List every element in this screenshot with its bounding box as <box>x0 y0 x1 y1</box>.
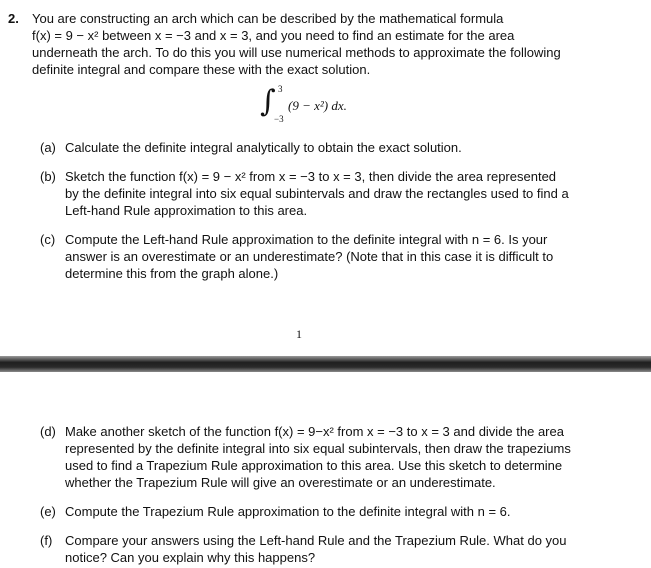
part-d-label: (d) <box>40 424 56 439</box>
intro-line-3: underneath the arch. To do this you will use numerical methods to approximate the following <box>32 45 561 60</box>
part-d-line-1: Make another sketch of the function f(x) = 9−x² from x = −3 to x = 3 and divide the area <box>65 424 564 439</box>
part-c-line-3: determine this from the graph alone.) <box>65 266 279 281</box>
integral-lower-limit: −3 <box>274 114 284 124</box>
page-number: 1 <box>296 327 302 341</box>
part-c-line-2: answer is an overestimate or an underestimate? (Note that in this case it is difficult to <box>65 249 554 264</box>
question-number: 2. <box>8 11 19 26</box>
part-a-label: (a) <box>40 140 56 155</box>
part-c-line-1: Compute the Left-hand Rule approximation to the definite integral with n = 6. Is your <box>65 232 548 247</box>
part-f-label: (f) <box>40 533 53 548</box>
part-f-line-2: notice? Can you explain why this happens? <box>65 550 316 565</box>
part-d-line-3: used to find a Trapezium Rule approximation to this area. Use this sketch to determine <box>65 458 563 473</box>
page-separator <box>0 356 651 372</box>
part-e-label: (e) <box>40 504 56 519</box>
intro-line-2: f(x) = 9 − x² between x = −3 and x = 3, and you need to find an estimate for the area <box>32 28 515 43</box>
page-2 <box>0 372 651 568</box>
part-b-line-2: by the definite integral into six equal subintervals and draw the rectangles used to find a <box>65 186 569 201</box>
intro-line-4: definite integral and compare these with the exact solution. <box>32 62 371 77</box>
part-c-label: (c) <box>40 232 56 247</box>
part-b-line-1: Sketch the function f(x) = 9 − x² from x = −3 to x = 3, then divide the area represented <box>65 169 557 184</box>
integrand: (9 − x²) dx. <box>288 98 347 113</box>
intro-line-1: You are constructing an arch which can be described by the mathematical formula <box>32 11 504 26</box>
part-b-line-3: Left-hand Rule approximation to this area. <box>65 203 308 218</box>
part-d-line-4: whether the Trapezium Rule will give an overestimate or an underestimate. <box>65 475 496 490</box>
part-e-text: Compute the Trapezium Rule approximation to the definite integral with n = 6. <box>65 504 511 519</box>
part-a-text: Calculate the definite integral analytically to obtain the exact solution. <box>65 140 462 155</box>
integral-sign: ∫ <box>260 84 276 119</box>
part-f-line-1: Compare your answers using the Left-hand Rule and the Trapezium Rule. What do you <box>65 533 567 548</box>
part-d-line-2: represented by the definite integral into six equal subintervals, then draw the trapeziums <box>65 441 571 456</box>
definite-integral <box>260 86 400 126</box>
part-b-label: (b) <box>40 169 56 184</box>
integral-upper-limit: 3 <box>278 84 283 94</box>
